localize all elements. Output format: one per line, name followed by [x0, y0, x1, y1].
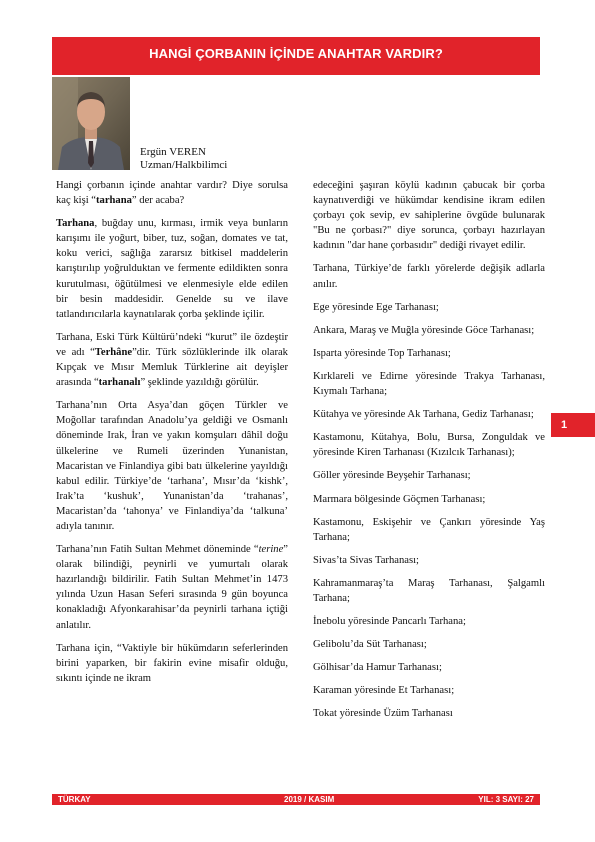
list-item: Gelibolu’da Süt Tarhanası; [313, 639, 427, 651]
text: ” der acaba? [131, 195, 185, 207]
paragraph: Tarhana için, “Vaktiyle bir hükümdarın seferlerinden birini yaparken, bir fakirin evine misafir olduğu, sıkıntı içinde ne ikram [56, 642, 288, 684]
italic-term: terine [258, 544, 284, 556]
list-item: Marmara bölgesinde Göçmen Tarhanası; [313, 493, 486, 505]
footer-magazine: TÜRKAY [58, 795, 91, 804]
list-item: Kahramanmaraş’ta Maraş Tarhanası, Şalgamlı Tarhana; [313, 577, 545, 604]
bold-term: Tarhana [56, 218, 95, 230]
paragraph [56, 330, 288, 390]
text: Tarhana’nın Fatih Sultan Mehmet döneminde “ [56, 544, 259, 556]
paragraph [56, 216, 288, 322]
author-role: Uzman/Halkbilimci [140, 159, 228, 171]
text: Hangi çorbanın içinde anahtar vardır? Diye sorulsa kaç kişi “ [56, 180, 288, 207]
paragraph [56, 178, 288, 208]
author-block [140, 146, 227, 172]
left-column [56, 178, 288, 694]
footer-issue: YIL: 3 SAYI: 27 [478, 795, 534, 804]
paragraph: Tarhana, Türkiye’de farklı yörelerde değişik adlarla anılır. [313, 263, 545, 290]
list-item: Kastamonu, Eskişehir ve Çankırı yöresinde Yaş Tarhana; [313, 516, 545, 543]
bold-term: tarhanalı [98, 377, 141, 389]
paragraph [56, 542, 288, 633]
list-item: Gölhisar’da Hamur Tarhanası; [313, 662, 442, 674]
list-item: Kastamonu, Kütahya, Bolu, Bursa, Zonguldak ve yöresinde Kiren Tarhanası (Kızılcık Tarhanası); [313, 432, 545, 459]
author-name: Ergün VEREN [140, 146, 206, 158]
footer-bar [52, 794, 540, 805]
list-item: İnebolu yöresinde Pancarlı Tarhana; [313, 616, 466, 628]
list-item: Kırklareli ve Edirne yöresinde Trakya Tarhanası, Kıymalı Tarhana; [313, 370, 545, 398]
list-item: Sivas’ta Sivas Tarhanası; [313, 554, 419, 566]
article-title: HANGİ ÇORBANIN İÇİNDE ANAHTAR VARDIR? [149, 46, 443, 61]
list-item: Ege yöresinde Ege Tarhanası; [313, 301, 439, 313]
bold-term: Terhâne [94, 346, 133, 358]
page-number-tab: 1 [551, 413, 595, 437]
list-item: Göller yöresinde Beyşehir Tarhanası; [313, 470, 471, 482]
list-item: Karaman yöresinde Et Tarhanası; [313, 685, 455, 697]
list-item: Ankara, Maraş ve Muğla yöresinde Göce Tarhanası; [313, 324, 535, 336]
list-item: Isparta yöresinde Top Tarhanası; [313, 347, 451, 359]
text: , buğday unu, kırması, irmik veya bunların karışımı ile yoğurt, biber, tuz, soğan, domates ve tat, koku verici, sağlığa zararsız bitkisel maddelerin karıştırılıp yoğrulduktan ve fermente edildikten sonra kurutulması, öğütülmesi ve elenmesiyle elde edilen bir besin maddesidir. Genelde su ve ilave tatlandırıcılarla kaynatılarak çorba şeklinde içilir. [56, 218, 288, 320]
text: ” şeklinde yazıldığı görülür. [140, 377, 259, 389]
list-item: Tokat yöresinde Üzüm Tarhanası [313, 708, 453, 720]
text: ” olarak bilindiği, peynirli ve yumurtalı olarak hazırlandığı bildirilir. Fatih Sultan Mehmet’in 1473 yılında Uzun Hasan Seferi sırasında 9 gün boyunca konakladığı Afyonkarahisar’da peynirli tarhana içtiği anlatılır. [56, 544, 288, 631]
author-photo [52, 77, 130, 170]
paragraph: Tarhana’nın Orta Asya’dan göçen Türkler ve Moğollar tarafından Anadolu’ya geldiği ve Osmanlı döneminde Irak, İran ve yakın komşuları dâhil doğu ülkelerine ve Rumeli üzerinden Yunanistan, Macaristan ve Finlandiya gibi batı ülkelerine yayıldığı kabul edilir. Türkiye’de ‘tarhana’, Mısır’da ‘kishk’, Irak’ta ‘kushuk’, Yunanistan’da ‘trahanas’, Macaristan’da ‘tahonya’ ve Finlandiya’da ‘talkuna’ adıyla tanınır. [56, 400, 288, 532]
text: Tarhana, Eski Türk Kültürü’ndeki “kurut” ile özdeştir ve adı “ [56, 331, 288, 358]
paragraph: edeceğini şaşıran köylü kadının çabucak bir çorba kaynatıverdiği ve hükümdar kendisine ikram edilen çorbayı çok sevip, ev sahiplerine övgüde bulunarak "Bu ne çorbası?" diye sorunca, çorbayı hazırlayan kadının "dar hane çorbasıdır" dediği rivayet edilir. [313, 180, 545, 252]
bold-term: tarhana [96, 195, 132, 207]
footer-date: 2019 / KASIM [284, 795, 335, 804]
text: ”dir. Türk sözlüklerinde ilk olarak Kıpçak ve Mısır Memluk Türklerine ait deyişler arasında “ [56, 346, 288, 389]
list-item: Kütahya ve yöresinde Ak Tarhana, Gediz Tarhanası; [313, 409, 534, 421]
right-column [313, 178, 545, 730]
